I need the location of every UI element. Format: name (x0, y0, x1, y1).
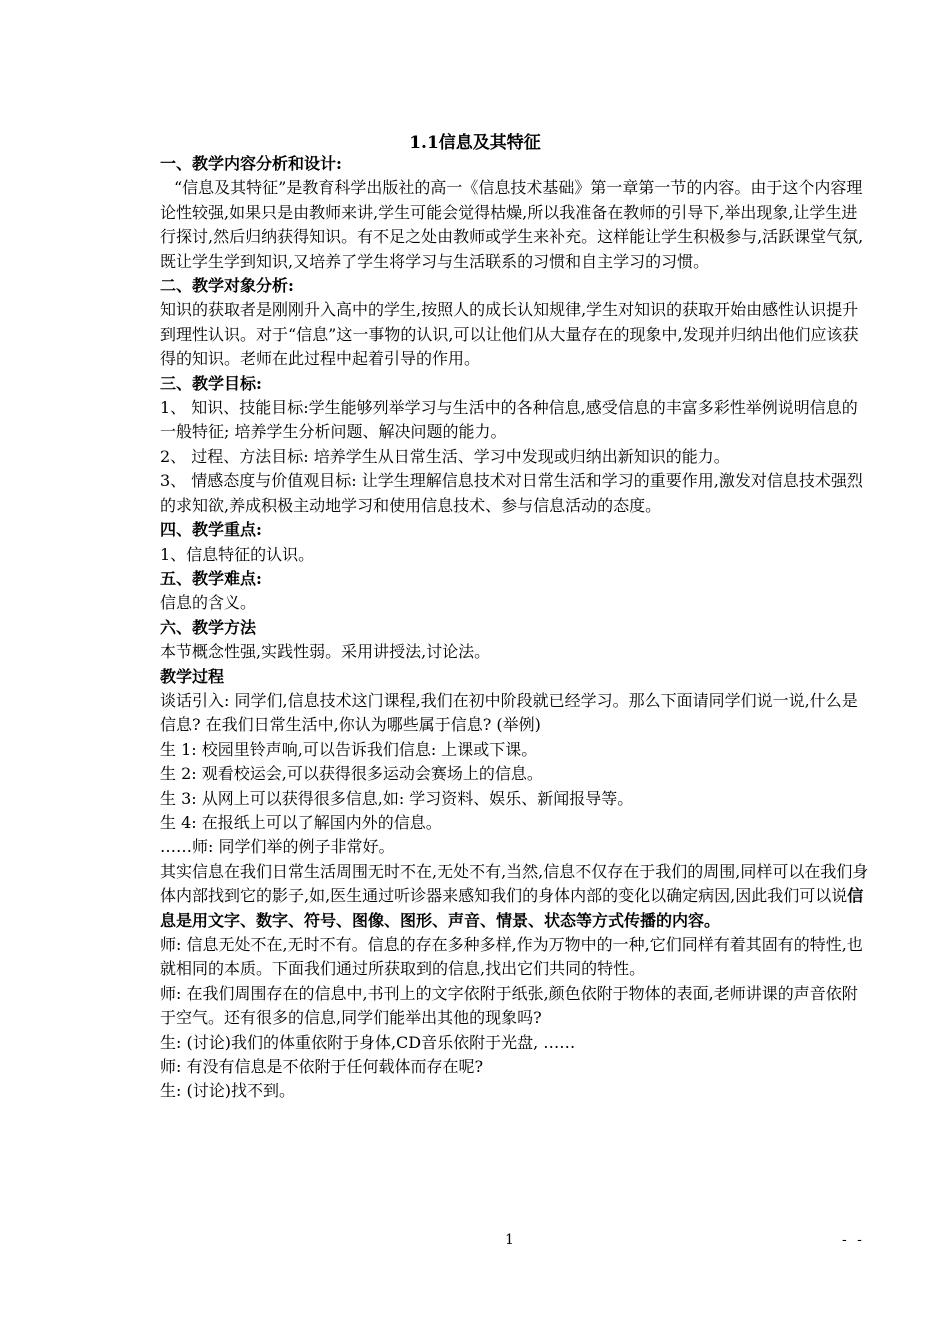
student-answer-4: 生 4: 在报纸上可以了解国内外的信息。 (160, 812, 442, 832)
section-heading-content-analysis: 一、教学内容分析和设计: (160, 154, 342, 173)
section-heading-audience-analysis: 二、教学对象分析: (160, 276, 294, 296)
paragraph-content-analysis: “信息及其特征”是教育科学出版社的高一《信息技术基础》第一章第一节的内容。由于这个内容理论性较强,如果只是由教师来讲,学生可能会觉得枯燥,所以我准备在教师的引导下,举出现象,让学生进行探讨,然后归纳获得知识。有不足之处由教师或学生来补充。这样能让学生积极参与,活跃课堂气氛,既让学生学到知识,又培养了学生将学习与生活联系的习惯和自主学习的习惯。 (160, 178, 864, 271)
paragraph-key-points: 1、信息特征的认识。 (160, 544, 315, 564)
section-heading-methods: 六、教学方法 (160, 617, 257, 637)
objective-item-2: 2、 过程、方法目标: 培养学生从日常生活、学习中发现或归纳出新知识的能力。 (160, 446, 730, 466)
information-definition-paragraph (160, 860, 872, 933)
section-heading-difficulties: 五、教学难点: (160, 568, 262, 588)
teacher-question: 师: 有没有信息是不依附于任何载体而存在呢? (160, 1057, 484, 1077)
teacher-comment: ……师: 同学们举的例子非常好。 (160, 837, 395, 857)
objective-item-1: 1、 知识、技能目标:学生能够列举学习与生活中的各种信息,感受信息的丰富多彩性举例说明信息的一般特征; 培养学生分析问题、解决问题的能力。 (160, 398, 858, 442)
paragraph-difficulties: 信息的含义。 (160, 593, 257, 613)
student-answer-3: 生 3: 从网上可以获得很多信息,如: 学习资料、娱乐、新闻报导等。 (160, 788, 634, 808)
footer-mark: - - (842, 1232, 865, 1248)
student-discussion-2: 生: (讨论)找不到。 (160, 1081, 295, 1101)
student-discussion-1: 生: (讨论)我们的体重依附于身体,CD音乐依附于光盘, …… (160, 1032, 576, 1052)
page-title: 1.1信息及其特征 (409, 133, 541, 153)
definition-lead-text: 其实信息在我们日常生活周围无时不在,无处不有,当然,信息不仅存在于我们的周围,同样可以在我们身体内部找到它的影子,如,医生通过听诊器来感知我们的身体内部的变化以确定病因,因此我们可以说 (160, 861, 869, 906)
student-answer-2: 生 2: 观看校运会,可以获得很多运动会赛场上的信息。 (160, 764, 543, 784)
page-number: 1 (505, 1232, 514, 1248)
teacher-paragraph-carriers: 师: 在我们周围存在的信息中,书刊上的文字依附于纸张,颜色依附于物体的表面,老师讲课的声音依附于空气。还有很多的信息,同学们能举出其他的现象吗? (160, 983, 858, 1028)
paragraph-methods: 本节概念性强,实践性弱。采用讲授法,讨论法。 (160, 642, 491, 662)
section-heading-process: 教学过程 (160, 666, 225, 686)
document-body (160, 152, 872, 1104)
section-heading-objectives: 三、教学目标: (160, 373, 262, 393)
process-intro: 谈话引入: 同学们,信息技术这门课程,我们在初中阶段就已经学习。那么下面请同学们说一说,什么是信息? 在我们日常生活中,你认为哪些属于信息? (举例) (160, 690, 858, 735)
definition-bold-text: 信息是用文字、数字、符号、图像、图形、声音、情景、状态等方式传播的内容。 (160, 886, 864, 930)
section-heading-key-points: 四、教学重点: (160, 520, 262, 540)
paragraph-audience-analysis: 知识的获取者是刚刚升入高中的学生,按照人的成长认知规律,学生对知识的获取开始由感性认识提升到理性认识。对于“信息”这一事物的认识,可以让他们从大量存在的现象中,发现并归纳出他们应该获得的知识。老师在此过程中起着引导的作用。 (160, 300, 859, 369)
objective-item-3: 3、 情感态度与价值观目标: 让学生理解信息技术对日常生活和学习的重要作用,激发对信息技术强烈的求知欲,养成积极主动地学习和使用信息技术、参与信息活动的态度。 (160, 471, 863, 515)
teacher-paragraph-characteristics: 师: 信息无处不在,无时不有。信息的存在多种多样,作为万物中的一种,它们同样有着其固有的特性,也就相同的本质。下面我们通过所获取到的信息,找出它们共同的特性。 (160, 935, 863, 979)
student-answer-1: 生 1: 校园里铃声响,可以告诉我们信息: 上课或下课。 (160, 739, 538, 759)
